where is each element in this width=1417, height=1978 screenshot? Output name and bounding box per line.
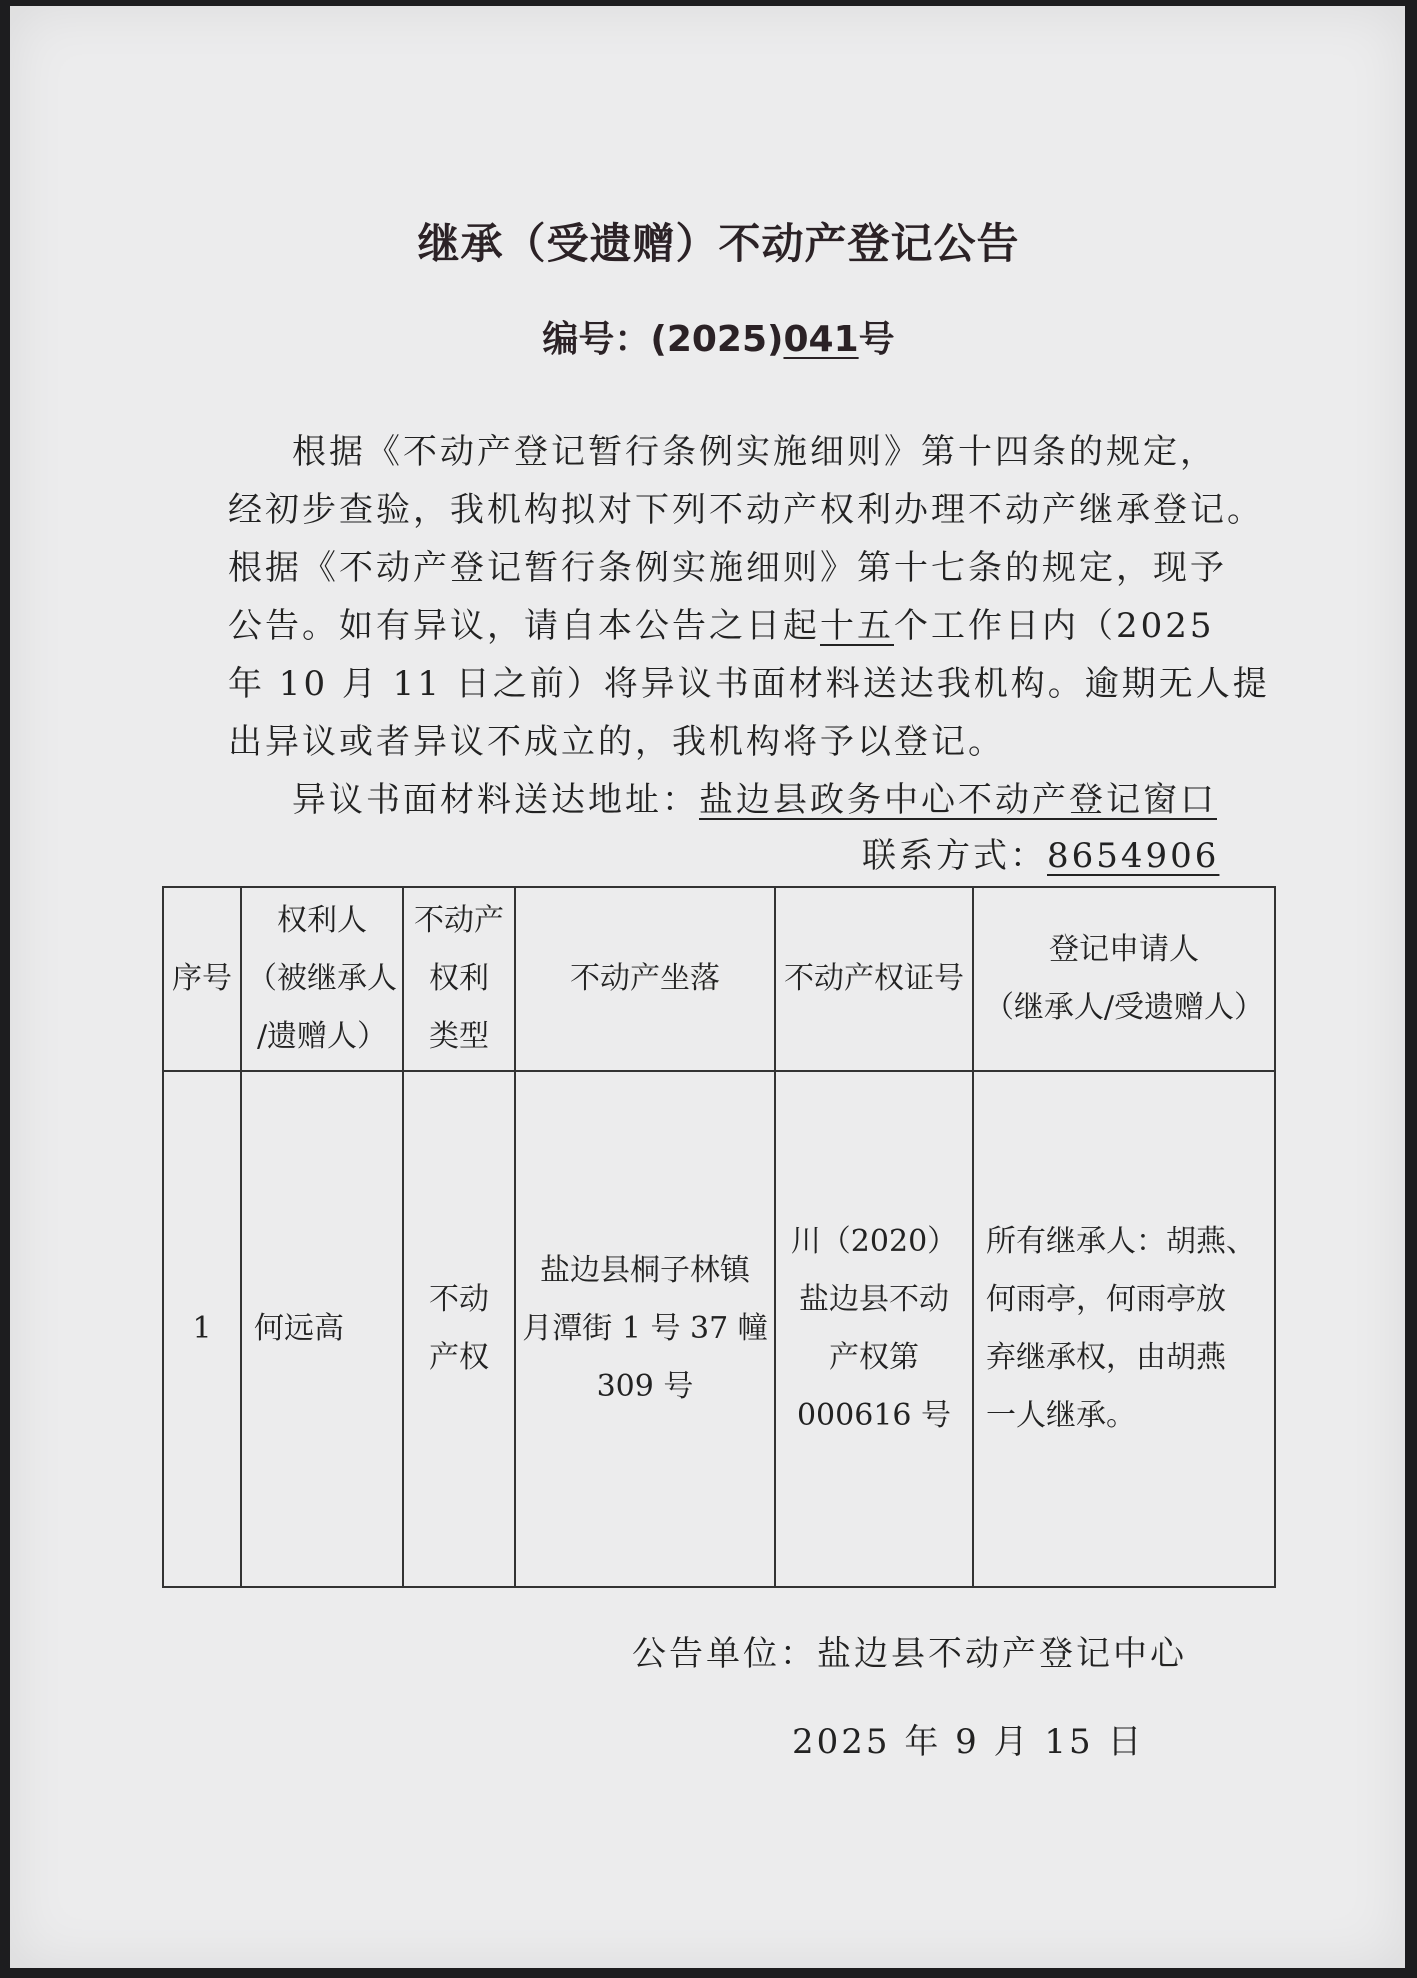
cell-applicant: 所有继承人：胡燕、 何雨亭，何雨亭放 弃继承权，由胡燕 一人继承。 — [973, 1071, 1275, 1587]
address-line — [292, 772, 1217, 821]
cell-location: 盐边县桐子林镇 月潭街 1 号 37 幢 309 号 — [515, 1071, 775, 1587]
body-line-6: 出异议或者异议不成立的，我机构将予以登记。 — [228, 722, 1005, 762]
body-line-3: 根据《不动产登记暂行条例实施细则》第十七条的规定，现予 — [228, 548, 1227, 588]
cell-right-type: 不动 产权 — [403, 1071, 515, 1587]
document-number — [10, 311, 1417, 362]
document-number-value: 041 — [783, 319, 859, 360]
registration-table — [162, 886, 1276, 1588]
table-header-row — [163, 887, 1275, 1071]
address-value: 盐边县政务中心不动产登记窗口 — [699, 780, 1217, 820]
issue-date: 2025 年 9 月 15 日 — [792, 1722, 1145, 1762]
body-line-4-start: 公告。如有异议，请自本公告之日起 — [228, 606, 820, 646]
objection-period: 十五 — [820, 606, 894, 646]
contact-label: 联系方式： — [862, 836, 1047, 876]
header-seq: 序号 — [163, 887, 241, 1071]
issuer: 公告单位：盐边县不动产登记中心 — [632, 1634, 1187, 1674]
cell-holder: 何远高 — [241, 1071, 403, 1587]
header-certificate: 不动产权证号 — [775, 887, 973, 1071]
document-page — [10, 6, 1405, 1968]
body-line-2: 经初步查验，我机构拟对下列不动产权利办理不动产继承登记。 — [228, 490, 1264, 530]
cell-certificate: 川（2020） 盐边县不动 产权第 000616 号 — [775, 1071, 973, 1587]
header-holder: 权利人 （被继承人 /遗赠人） — [241, 887, 403, 1071]
contact-value: 8654906 — [1047, 836, 1220, 876]
body-line-4 — [228, 598, 1215, 647]
body-line-5: 年 10 月 11 日之前）将异议书面材料送达我机构。逾期无人提 — [228, 664, 1270, 704]
cell-seq: 1 — [163, 1071, 241, 1587]
header-location: 不动产坐落 — [515, 887, 775, 1071]
body-line-4-end: 个工作日内（2025 — [894, 606, 1215, 646]
header-applicant: 登记申请人 （继承人/受遗赠人） — [973, 887, 1275, 1071]
document-number-prefix: 编号：(2025) — [542, 319, 784, 360]
body-line-1: 根据《不动产登记暂行条例实施细则》第十四条的规定， — [292, 432, 1217, 472]
contact-line — [862, 828, 1219, 877]
header-right-type: 不动产 权利 类型 — [403, 887, 515, 1071]
table-row — [163, 1071, 1275, 1587]
document-number-suffix: 号 — [858, 319, 895, 360]
address-label: 异议书面材料送达地址： — [292, 780, 699, 820]
page-title: 继承（受遗赠）不动产登记公告 — [417, 219, 1020, 268]
